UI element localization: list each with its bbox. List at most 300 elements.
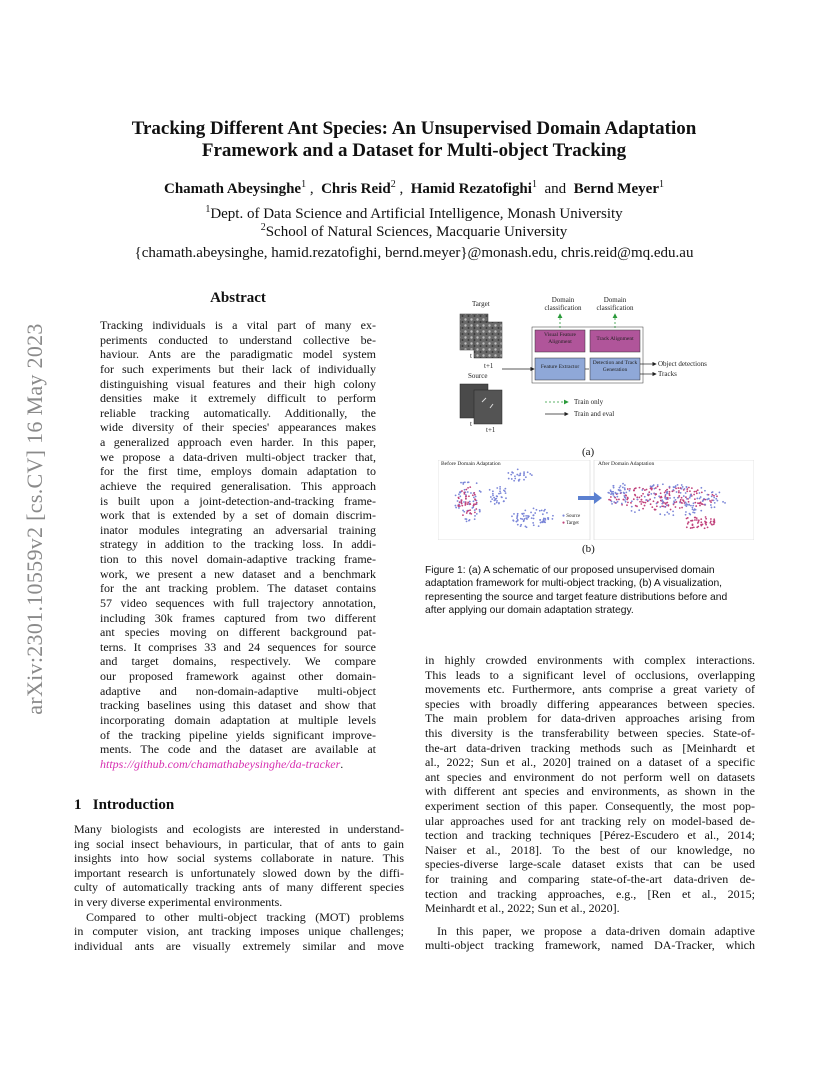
source-point (476, 482, 478, 484)
source-point (498, 502, 500, 504)
target-point (710, 501, 712, 503)
source-point (644, 496, 646, 498)
source-point (621, 503, 623, 505)
target-point (669, 494, 671, 496)
target-point (642, 493, 644, 495)
target-point (465, 489, 467, 491)
target-point (680, 499, 682, 501)
source-point (455, 507, 457, 509)
source-point (686, 504, 688, 506)
target-point (679, 507, 681, 509)
source-point (542, 513, 544, 515)
target-point (633, 489, 635, 491)
target-point (633, 498, 635, 500)
source-point (679, 502, 681, 504)
target-point (685, 496, 687, 498)
target-point (700, 521, 702, 523)
target-point (627, 498, 629, 500)
source-point (512, 519, 514, 521)
source-point (514, 475, 516, 477)
abstract-line: including 30k frames captured from two different (100, 610, 376, 625)
source-point (552, 515, 554, 517)
right-column-line: In this paper, we propose a data-driven domain adaptive (437, 923, 755, 938)
target-point (696, 519, 698, 521)
source-point (696, 498, 698, 500)
source-point (685, 514, 687, 516)
source-point (691, 507, 693, 509)
target-point (697, 522, 699, 524)
source-point (455, 494, 457, 496)
introduction-line: Compared to other multi-object tracking (MOT) problems (86, 909, 404, 924)
abstract-line: of the tracking pipeline yields significant improve- (100, 727, 376, 742)
source-point (677, 497, 679, 499)
target-point (634, 488, 636, 490)
source-point (641, 489, 643, 491)
introduction-line: individual ants are visually extremely similar and move (74, 938, 404, 953)
target-point (681, 497, 683, 499)
target-point (669, 491, 671, 493)
target-point (700, 524, 702, 526)
target-point (655, 493, 657, 495)
source-point (490, 496, 492, 498)
legend-source: ● Source (562, 514, 581, 519)
target-point (466, 511, 468, 513)
target-point (651, 506, 653, 508)
source-point (519, 474, 521, 476)
target-point (639, 487, 641, 489)
target-point (474, 512, 476, 514)
target-point (639, 501, 641, 503)
target-point (650, 503, 652, 505)
target-point (713, 523, 715, 525)
source-point (532, 522, 534, 524)
target-point (649, 498, 651, 500)
target-point (697, 526, 699, 528)
source-point (722, 501, 724, 503)
source-point (501, 496, 503, 498)
target-point (645, 502, 647, 504)
source-point (693, 502, 695, 504)
target-point (476, 502, 478, 504)
target-point (461, 499, 463, 501)
target-point (678, 490, 680, 492)
target-point (474, 498, 476, 500)
target-point (698, 519, 700, 521)
source-point (689, 513, 691, 515)
source-point (666, 504, 668, 506)
target-point (641, 495, 643, 497)
abstract-line: strategy in addition to the tracking loss. In addi- (100, 537, 376, 552)
target-point (691, 487, 693, 489)
source-point (718, 492, 720, 494)
source-point (685, 502, 687, 504)
source-point (657, 484, 659, 486)
abstract-line: ments. The code and the dataset are available at (100, 742, 376, 757)
target-point (665, 503, 667, 505)
target-point (473, 503, 475, 505)
target-point (707, 526, 709, 528)
source-point (503, 500, 505, 502)
target-point (686, 526, 688, 528)
source-point (523, 513, 525, 515)
source-point (653, 484, 655, 486)
source-point (690, 505, 692, 507)
target-point (654, 509, 656, 511)
source-point (459, 491, 461, 493)
source-point (666, 492, 668, 494)
legend-target: ● Target (562, 521, 579, 526)
source-point (528, 515, 530, 517)
source-point (654, 488, 656, 490)
target-point (656, 505, 658, 507)
source-point (681, 484, 683, 486)
right-column-line: with different ant species and environments, as shown in the (425, 784, 755, 799)
paper-title (74, 118, 754, 162)
target-point (692, 524, 694, 526)
abstract-line: Tracking individuals is a vital part of many ex- (100, 318, 376, 332)
abstract-body (100, 318, 376, 771)
source-point (467, 481, 469, 483)
source-point (495, 498, 497, 500)
target-frame-t1 (474, 322, 502, 358)
target-point (704, 527, 706, 529)
source-point (471, 507, 473, 509)
source-point (647, 493, 649, 495)
source-point (519, 479, 521, 481)
source-point (613, 487, 615, 489)
source-point (692, 511, 694, 513)
abstract-line: adaptive and non-domain-adaptive multi-object (100, 683, 376, 698)
author-name: Chamath Abeysinghe (163, 181, 302, 197)
introduction-line: Many biologists and ecologists are interested in understand- (74, 822, 404, 836)
right-column-line: al., 2022; Sun et al., 2020] trained on a dataset of a specific (425, 755, 755, 770)
source-point (523, 520, 525, 522)
target-point (687, 523, 689, 525)
right-column-line: movements etc. Furthermore, ants comprise a great variety of (425, 682, 755, 697)
abstract-line: wide diversity of their species' appearances makes (100, 420, 376, 435)
right-column-line: ular approaches used for ant tracking rely on model-based de- (425, 813, 755, 828)
target-point (640, 499, 642, 501)
target-point (681, 507, 683, 509)
source-point (690, 494, 692, 496)
right-column-line: multi-object tracking framework, named DA-Tracker, which (425, 938, 755, 953)
source-point (716, 500, 718, 502)
target-point (467, 487, 469, 489)
introduction-line: insights into how social systems collaborate in nature. This (74, 851, 404, 866)
target-point (695, 505, 697, 507)
source-point (685, 492, 687, 494)
source-point (539, 510, 541, 512)
source-point (533, 507, 535, 509)
source-point (469, 519, 471, 521)
source-point (711, 495, 713, 497)
source-point (536, 509, 538, 511)
target-point (651, 488, 653, 490)
source-point (714, 502, 716, 504)
target-point (665, 490, 667, 492)
source-point (520, 524, 522, 526)
figure-1-caption (425, 564, 755, 618)
source-point (533, 514, 535, 516)
figure-1a-label: (a) (582, 446, 595, 458)
source-point (715, 498, 717, 500)
introduction-line: culty of automatically tracking ants of many different species (74, 880, 404, 895)
feature-scatter-plots (438, 460, 754, 540)
abstract-line: reliable tracking automatically. Additionally, the (100, 405, 376, 420)
source-point (620, 490, 622, 492)
figure-1b-feature-distribution: Before Domain Adaptation After Domain Adaptation ● Source ● Target (438, 460, 754, 540)
abstract-line: a generalized approach even harder. In this paper, (100, 435, 376, 449)
source-point (694, 512, 696, 514)
source-point (636, 498, 638, 500)
source-point (650, 493, 652, 495)
target-point (683, 500, 685, 502)
source-point (523, 479, 525, 481)
source-point (543, 510, 545, 512)
source-point (672, 489, 674, 491)
abstract-line: for the first time, employs domain adaptation to (100, 464, 376, 479)
code-repository-link[interactable]: https://github.com/chamathabeysinghe/da-tracker (100, 756, 341, 771)
source-point (634, 511, 636, 513)
right-column-body (425, 653, 755, 953)
source-point (530, 512, 532, 514)
target-point (630, 502, 632, 504)
source-point (688, 504, 690, 506)
source-point (505, 492, 507, 494)
target-point (627, 502, 629, 504)
source-point (619, 487, 621, 489)
source-point (544, 521, 546, 523)
source-point (654, 493, 656, 495)
target-point (636, 496, 638, 498)
source-point (534, 512, 536, 514)
source-point (682, 486, 684, 488)
source-point (476, 513, 478, 515)
target-point (705, 518, 707, 520)
source-point (661, 503, 663, 505)
source-point (625, 491, 627, 493)
source-point (494, 503, 496, 505)
target-point (642, 508, 644, 510)
source-point (617, 501, 619, 503)
target-point (695, 491, 697, 493)
abstract-line: tion to this novel domain-adaptive tracking frame- (100, 552, 376, 566)
source-point (623, 495, 625, 497)
target-point (469, 509, 471, 511)
target-point (474, 494, 476, 496)
source-point (492, 493, 494, 495)
target-point (691, 527, 693, 529)
caption-line: adaptation framework for multi-object tracking, (b) A visualization, (425, 578, 723, 590)
target-point (627, 488, 629, 490)
target-point (678, 495, 680, 497)
right-column-line: in highly crowded environments with complex interactions. (425, 653, 755, 667)
arxiv-identifier: arXiv:2301.10559v2 [cs.CV] 16 May 2023 (22, 323, 47, 715)
source-point (686, 498, 688, 500)
introduction-body (74, 822, 404, 953)
target-point (469, 486, 471, 488)
source-point (700, 510, 702, 512)
source-point (713, 499, 715, 501)
caption-line: Figure 1: (a) A schematic of our proposed unsupervised domain (425, 565, 715, 576)
target-point (644, 489, 646, 491)
target-point (694, 502, 696, 504)
source-point (664, 514, 666, 516)
source-point (669, 486, 671, 488)
source-point (473, 496, 475, 498)
target-point (687, 521, 689, 523)
source-frame-t1 (474, 390, 502, 424)
source-point (659, 513, 661, 515)
source-point (686, 486, 688, 488)
target-point (686, 488, 688, 490)
source-point (685, 511, 687, 513)
source-point (673, 486, 675, 488)
source-point (463, 501, 465, 503)
source-point (648, 500, 650, 502)
target-point (626, 504, 628, 506)
source-point (664, 506, 666, 508)
source-point (515, 521, 517, 523)
source-point (464, 489, 466, 491)
right-column-line: experiment section of this paper. Consequently, the most pop- (425, 798, 755, 813)
source-point (611, 501, 613, 503)
target-point (635, 505, 637, 507)
target-point (691, 520, 693, 522)
target-point (709, 522, 711, 524)
target-point (462, 514, 464, 516)
source-point (492, 490, 494, 492)
target-point (622, 499, 624, 501)
right-column-line: This leads to a significant level of occlusions, overlapping (425, 667, 755, 682)
source-point (496, 495, 498, 497)
target-point (675, 506, 677, 508)
target-point (664, 492, 666, 494)
right-column-line: Naiser et al., 2018]. To the best of our knowledge, no (425, 842, 755, 857)
source-point (654, 497, 656, 499)
target-point (646, 489, 648, 491)
source-point (617, 493, 619, 495)
target-point (693, 494, 695, 496)
source-point (489, 489, 491, 491)
abstract-line: our proposed framework against other domain- (100, 669, 376, 683)
source-point (699, 498, 701, 500)
source-point (496, 500, 498, 502)
author-name: Hamid Rezatofighi (410, 181, 532, 197)
source-point (523, 474, 525, 476)
abstract-line: for such experiments but their lack of individually (100, 361, 376, 376)
target-point (712, 494, 714, 496)
source-point (612, 493, 614, 495)
source-point (613, 501, 615, 503)
abstract-line: https://github.com/chamathabeysinghe/da-tracker. (100, 756, 344, 771)
source-point (517, 513, 519, 515)
source-point (662, 483, 664, 485)
source-point (466, 520, 468, 522)
source-point (612, 491, 614, 493)
target-point (473, 492, 475, 494)
target-point (701, 491, 703, 493)
source-point (692, 505, 694, 507)
source-point (622, 483, 624, 485)
abstract-line: terns. It comprises 33 and 24 sequences for source (100, 639, 376, 654)
source-point (510, 474, 512, 476)
target-point (700, 518, 702, 520)
source-point (514, 478, 516, 480)
source-point (711, 507, 713, 509)
source-point (492, 495, 494, 497)
right-column-line: the-art data-driven tracking methods such as [Meinhardt et (425, 740, 755, 755)
source-point (474, 509, 476, 511)
abstract-line: incorporating domain adaptation at multiple levels (100, 712, 376, 727)
source-point (683, 495, 685, 497)
author-emails: {chamath.abeysinghe, hamid.rezatofighi, bernd.meyer}@monash.edu, chris.reid@mq.edu.au (134, 245, 694, 261)
target-point (687, 517, 689, 519)
target-point (704, 521, 706, 523)
caption-line: representing the source and target feature distributions before and (425, 591, 728, 603)
source-point (458, 507, 460, 509)
target-point (688, 501, 690, 503)
source-point (711, 492, 713, 494)
target-point (677, 487, 679, 489)
source-point (608, 492, 610, 494)
figure-1a-schematic: Target Source t t+1 t t+1 Domain classification Domain classification Visual Feature Alignment Track Alignment Feature Extractor Detection and Track Generation Object detections Tracks Train only Train and eval (440, 294, 750, 444)
target-point (694, 517, 696, 519)
source-point (541, 509, 543, 511)
target-point (714, 521, 716, 523)
target-point (467, 502, 469, 504)
source-point (491, 498, 493, 500)
abstract-line: work, we present a new dataset and a benchmark (100, 566, 376, 581)
source-point (517, 469, 519, 471)
target-point (640, 503, 642, 505)
source-point (513, 513, 515, 515)
source-point (455, 505, 457, 507)
source-point (504, 490, 506, 492)
source-point (656, 503, 658, 505)
target-point (690, 527, 692, 529)
affiliation-2: $^2$School of Natural Sciences, Macquarie University (260, 222, 568, 240)
source-point (547, 518, 549, 520)
source-point (531, 517, 533, 519)
source-point (700, 496, 702, 498)
target-point (666, 502, 668, 504)
source-point (540, 522, 542, 524)
source-point (499, 490, 501, 492)
source-point (538, 525, 540, 527)
source-point (710, 504, 712, 506)
abstract-line: we propose a data-driven multi-object tracker that, (100, 449, 376, 464)
source-point (494, 499, 496, 501)
source-point (638, 509, 640, 511)
source-point (625, 497, 627, 499)
target-point (710, 518, 712, 520)
introduction-line: in computer vision, ant tracking imposes unique challenges; (74, 924, 404, 939)
source-point (704, 504, 706, 506)
source-point (676, 491, 678, 493)
abstract-heading: Abstract (210, 290, 266, 306)
abstract-line: work that is extended by a set of domain discrim- (100, 508, 376, 523)
source-point (499, 486, 501, 488)
source-point (672, 514, 674, 516)
source-point (631, 500, 633, 502)
source-point (511, 515, 513, 517)
target-point (694, 519, 696, 521)
source-point (629, 490, 631, 492)
source-point (525, 525, 527, 527)
source-point (517, 524, 519, 526)
target-point (467, 503, 469, 505)
